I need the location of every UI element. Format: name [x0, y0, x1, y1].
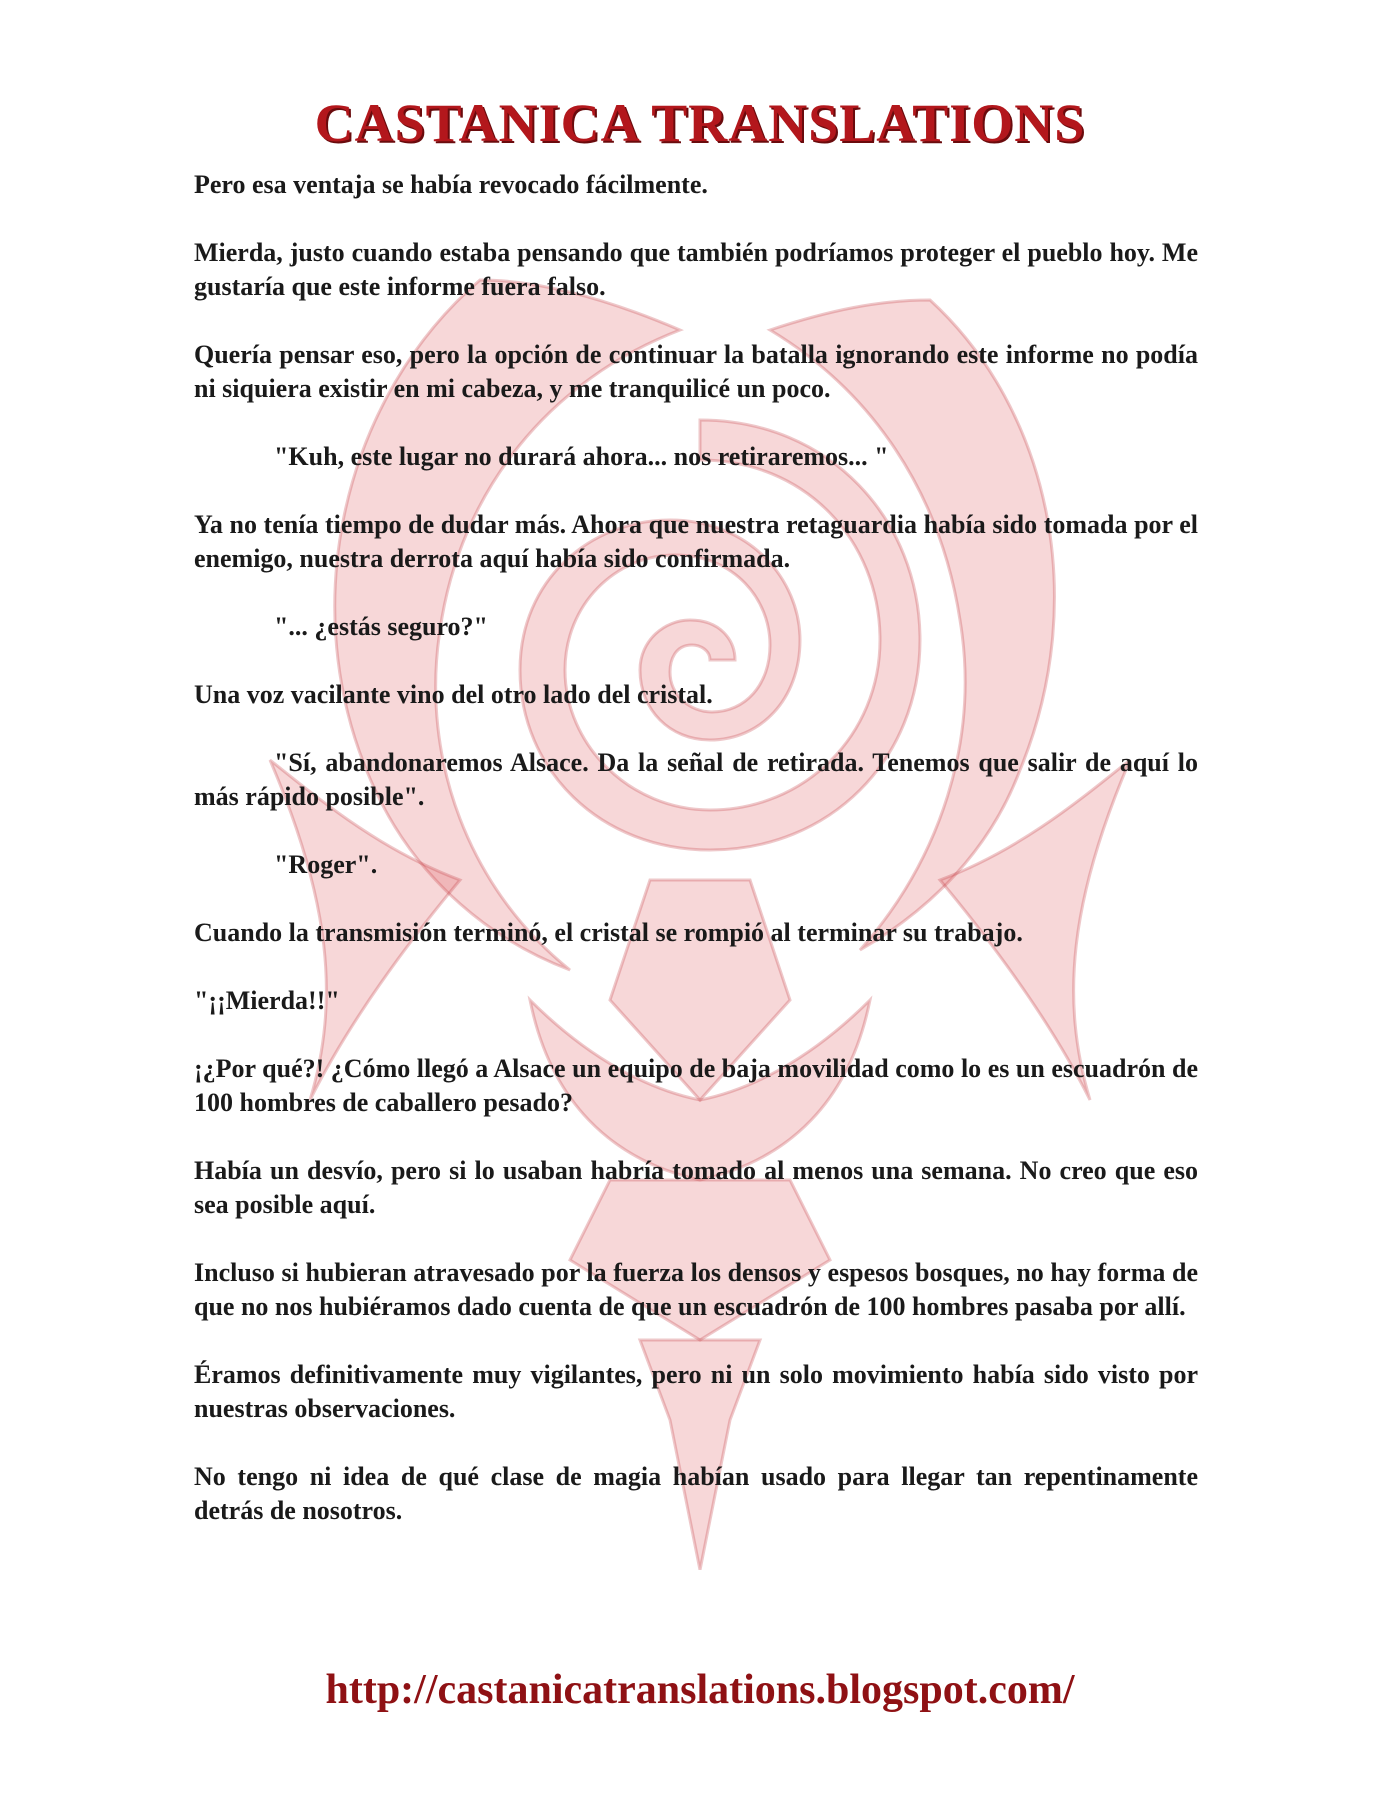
paragraph: Ya no tenía tiempo de dudar más. Ahora que nuestra retaguardia había sido tomada por el enemigo, nuestra derrota aquí había sido confirmada. — [194, 510, 1198, 573]
site-title: CASTANICA TRANSLATIONS — [314, 93, 1086, 153]
dialogue-paragraph: "Roger". — [274, 850, 378, 879]
paragraph: Quería pensar eso, pero la opción de continuar la batalla ignorando este informe no podía ni siquiera existir en mi cabeza, y me tranquilicé un poco. — [194, 340, 1198, 403]
dialogue-paragraph: "¡¡Mierda!!" — [194, 986, 340, 1015]
paragraph: Cuando la transmisión terminó, el cristal se rompió al terminar su trabajo. — [194, 918, 1023, 947]
dialogue-paragraph: "Kuh, este lugar no durará ahora... nos retiraremos... " — [274, 442, 889, 471]
paragraph: No tengo ni idea de qué clase de magia habían usado para llegar tan repentinamente detrás de nosotros. — [194, 1462, 1198, 1525]
dialogue-paragraph: "... ¿estás seguro?" — [274, 612, 488, 641]
paragraph: Incluso si hubieran atravesado por la fuerza los densos y espesos bosques, no hay forma de que no nos hubiéramos dado cuenta de que un escuadrón de 100 hombres pasaba por allí. — [194, 1258, 1198, 1321]
paragraph: Había un desvío, pero si lo usaban habría tomado al menos una semana. No creo que eso sea posible aquí. — [194, 1156, 1198, 1219]
paragraph: Pero esa ventaja se había revocado fácilmente. — [194, 170, 708, 199]
paragraph: Una voz vacilante vino del otro lado del cristal. — [194, 680, 713, 709]
paragraph: ¡¿Por qué?! ¿Cómo llegó a Alsace un equipo de baja movilidad como lo es un escuadrón de 100 hombres de caballero pesado? — [194, 1054, 1198, 1117]
chapter-body — [194, 168, 1198, 1562]
dialogue-paragraph: "Sí, abandonaremos Alsace. Da la señal de retirada. Tenemos que salir de aquí lo más rápido posible". — [194, 748, 1198, 811]
blog-url: http://castanicatranslations.blogspot.com/ — [325, 1667, 1075, 1713]
paragraph: Mierda, justo cuando estaba pensando que también podríamos proteger el pueblo hoy. Me gustaría que este informe fuera falso. — [194, 238, 1198, 301]
paragraph: Éramos definitivamente muy vigilantes, pero ni un solo movimiento había sido visto por nuestras observaciones. — [194, 1360, 1198, 1423]
